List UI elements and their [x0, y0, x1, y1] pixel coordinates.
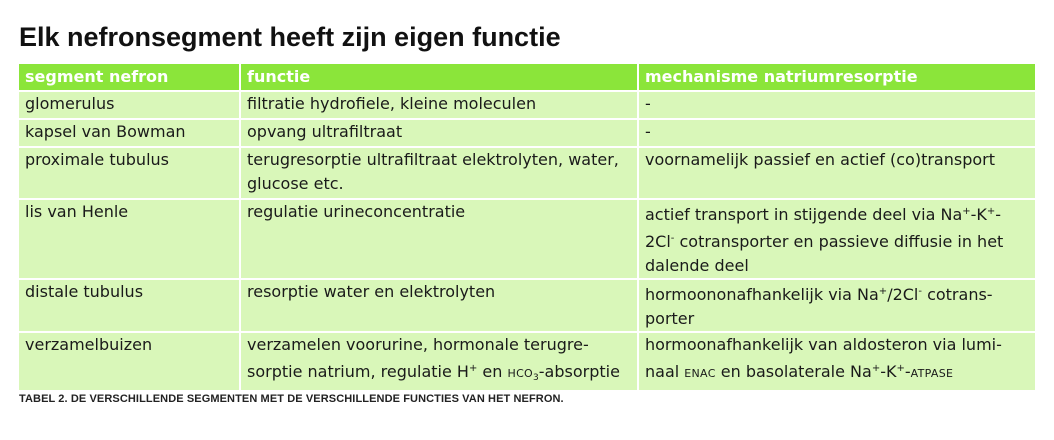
superscript: + [962, 206, 971, 217]
superscript: + [986, 206, 996, 217]
superscript: + [896, 363, 905, 374]
cell-line [645, 200, 1035, 227]
cell-functie: filtratie hydrofiele, kleine moleculen [240, 91, 638, 119]
cell-line: dalende deel [645, 256, 749, 275]
cell-mechanisme: voornamelijk passief en actief (co)transport [638, 147, 1035, 199]
cell-segment: distale tubulus [19, 279, 240, 332]
text: 2Cl [645, 232, 671, 251]
cell-segment: verzamelbuizen [19, 332, 240, 390]
text: - [995, 205, 1002, 224]
cell-line: hormoonafhankelijk van aldosteron via lumi- [645, 335, 1002, 354]
cell-functie: opvang ultrafiltraat [240, 119, 638, 147]
nefron-table [19, 64, 1035, 390]
page-title: Elk nefronsegment heeft zijn eigen functie [19, 22, 561, 52]
text: /2Cl [887, 285, 919, 304]
text: -K [880, 362, 897, 381]
table-row [19, 279, 1035, 332]
text: naal [645, 362, 685, 381]
cell-mechanisme [638, 199, 1035, 279]
cell-segment: kapsel van Bowman [19, 119, 240, 147]
cell-line: verzamelen voorurine, hormonale terugre- [247, 335, 589, 354]
cell-mechanisme [638, 279, 1035, 332]
superscript: + [878, 286, 888, 297]
cell-functie [240, 332, 638, 390]
cell-mechanisme [638, 332, 1035, 390]
cell-segment: glomerulus [19, 91, 240, 119]
column-header-functie: functie [240, 64, 638, 91]
superscript: - [918, 286, 922, 297]
text: en basolaterale Na [715, 362, 872, 381]
cell-line [645, 227, 1035, 254]
cell-functie [240, 147, 638, 199]
table-header-row [19, 64, 1035, 91]
table-row [19, 199, 1035, 279]
text: -K [970, 205, 987, 224]
table-row [19, 332, 1035, 390]
table-row [19, 147, 1035, 199]
text: cotrans- [921, 285, 993, 304]
cell-line: porter [645, 309, 695, 328]
cell-line: terugresorptie ultrafiltraat elektrolyten, water, [247, 150, 619, 169]
cell-functie: regulatie urineconcentratie [240, 199, 638, 279]
text: cotransporter en passieve diffusie in het [674, 232, 1004, 251]
cell-line [645, 357, 1035, 386]
table-row [19, 91, 1035, 119]
column-header-segment: segment nefron [19, 64, 240, 91]
table-caption: TABEL 2. DE VERSCHILLENDE SEGMENTEN MET DE VERSCHILLENDE FUNCTIES VAN HET NEFRON. [19, 393, 564, 405]
text: sorptie natrium, regulatie H [247, 362, 469, 381]
cell-segment: lis van Henle [19, 199, 240, 279]
cell-mechanisme: - [638, 91, 1035, 119]
text: hormoononafhankelijk via Na [645, 285, 879, 304]
superscript: + [871, 363, 881, 374]
small-caps-text: HCO [507, 367, 534, 380]
subscript: 3 [533, 373, 539, 383]
text: -absorptie [538, 362, 620, 381]
cell-mechanisme: - [638, 119, 1035, 147]
superscript: + [468, 363, 478, 374]
cell-line [645, 280, 1035, 307]
cell-line [247, 357, 637, 390]
small-caps-text: ENAC [684, 367, 716, 380]
cell-line: glucose etc. [247, 174, 344, 193]
table-row [19, 119, 1035, 147]
small-caps-text: ATPASE [910, 367, 954, 380]
cell-segment: proximale tubulus [19, 147, 240, 199]
text: en [477, 362, 508, 381]
superscript: - [670, 233, 675, 244]
cell-functie: resorptie water en elektrolyten [240, 279, 638, 332]
text: - [904, 362, 911, 381]
column-header-mechanisme: mechanisme natriumresorptie [638, 64, 1035, 91]
text: actief transport in stijgende deel via Na [645, 205, 963, 224]
